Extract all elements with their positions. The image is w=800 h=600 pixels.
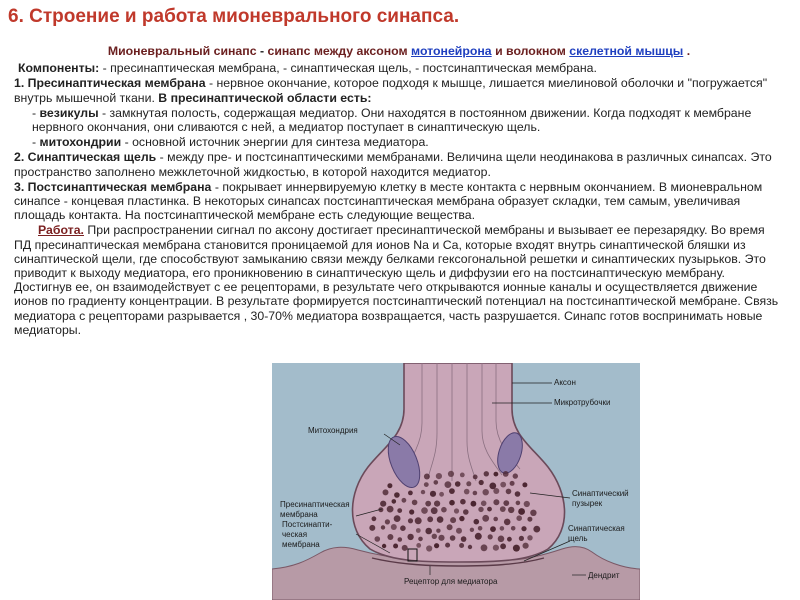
vesicle-dot (432, 534, 437, 539)
vesicle-dot (475, 533, 482, 540)
vesicle-dot (439, 492, 444, 497)
presynaptic-paragraph (14, 76, 784, 104)
vesicle-dot (493, 488, 499, 494)
vesicle-dot (500, 543, 506, 549)
presynaptic-text: - нервное окончание, которое подходя к мышце, лишается миелиновой оболочки и "погружается" внутрь мышечной ткани. (14, 76, 768, 105)
label-presynaptic-1: Пресинаптическая (280, 500, 350, 509)
vesicle-dot (408, 491, 413, 496)
vesicle-dot (513, 473, 518, 478)
vesicle-dot (425, 501, 431, 507)
vesicle-dot (436, 473, 442, 479)
cleft-paragraph (14, 150, 784, 178)
vesicle-dot (500, 482, 506, 488)
vesicle-dot (504, 519, 511, 526)
vesicle-dot (523, 543, 529, 549)
vesicle-dot (380, 501, 386, 507)
vesicles-paragraph: - везикулы - замкнутая полость, содержащая медиатор. Они находятся в постоянном движении. Когда подходят к мембране нервного окончания, они сливаются с ней, а медиатор поступает в синаптическую щель. (32, 105, 752, 135)
label-mitochondria: Митохондрия (308, 426, 358, 435)
vesicle-dot (421, 490, 425, 494)
vesicle-dot (400, 525, 406, 531)
vesicle-dot (431, 507, 438, 514)
vesicle-dot (524, 501, 530, 507)
vesicle-dot (438, 535, 444, 541)
vesicle-dot (518, 508, 525, 515)
vesicle-dot (450, 517, 456, 523)
vesicle-dot (415, 517, 422, 524)
vesicle-dot (385, 519, 390, 524)
intro-and: и волокном (495, 44, 566, 58)
label-postsynaptic-3: мембрана (282, 540, 320, 549)
vesicle-dot (508, 507, 514, 513)
vesicle-dot (437, 516, 444, 523)
vesicle-dot (430, 491, 436, 497)
intro-end: . (686, 44, 691, 58)
vesicle-dot (506, 489, 512, 495)
vesicle-dot (402, 545, 408, 551)
vesicle-dot (527, 517, 532, 522)
label-postsynaptic-1: Постсинапти- (282, 520, 333, 529)
intro-term: Мионевральный синапс (107, 44, 257, 58)
vesicle-dot (510, 481, 515, 486)
vesicle-dot (427, 516, 433, 522)
vesicle-dot (490, 526, 496, 532)
vesicle-dot (527, 535, 532, 540)
vesicles-text: - замкнутая полость, содержащая медиатор. Они находятся в постоянном движении. Когда подходят к мембране нервного окончания, они сливаются с ней, а медиатор поступает в синаптическую щель. (32, 105, 752, 135)
mitochondria-paragraph: - митохондрии - основной источник энергии для синтеза медиатора. (32, 135, 429, 150)
vesicle-dot (498, 536, 505, 543)
vesicle-dot (482, 515, 489, 522)
vesicle-dot (483, 489, 489, 495)
vesicle-dot (494, 472, 499, 477)
work-text: При распространении сигнал по аксону достигает пресинаптической мембраны и вызывает ее перезарядку. Во время ПД пресинаптическая мембрана становится проницаемой для ионов Na и Ca, которые входят внутрь синаптической бляшки из синаптической щели, где способствуют замыканию связи между белками гексогональной решетки и синаптических пузырьков. Это приводит к выходу медиатора, его проникновению в синаптическую щель и диффузии его на постсинаптическую мембрану. Достигнув ее, он взаимодействует с ее рецепторами, в результате чего открываются ионные каналы и осуществляется движение ионов по градиенту концентрации. В результате формируется постсинаптический потенциал на постсинаптической мембране. Связь медиатора с рецепторами разрывается , 30-70% медиатора возвращается, часть разрушается. Синапс готов воспринимать новые медиаторы. (14, 223, 779, 337)
label-vesicle-2: пузырек (572, 499, 603, 508)
vesicle-dot (426, 545, 432, 551)
vesicle-dot (407, 534, 413, 540)
vesicle-dot (412, 500, 418, 506)
vesicle-dot (394, 492, 400, 498)
vesicle-dot (511, 526, 516, 531)
vesicle-dot (421, 507, 428, 514)
vesicle-dot (522, 482, 527, 487)
vesicle-dot (493, 545, 499, 551)
mitochondria-text: - основной источник энергии для синтеза медиатора. (121, 135, 429, 150)
vesicle-dot (447, 524, 453, 530)
presynaptic-heading: 1. Пресинаптическая мембрана (14, 76, 206, 91)
label-cleft-2: щель (568, 534, 588, 543)
vesicle-dot (487, 507, 492, 512)
vesicle-dot (468, 545, 472, 549)
vesicle-dot (418, 537, 423, 542)
vesicle-dot (484, 471, 489, 476)
vesicle-dot (471, 501, 477, 507)
vesicle-dot (402, 498, 407, 503)
vesicle-dot (434, 543, 439, 548)
vesicle-dot (530, 510, 536, 516)
vesicle-dot (436, 529, 440, 533)
vesicle-dot (459, 543, 464, 548)
vesicle-dot (516, 501, 521, 506)
vesicle-dot (533, 526, 540, 533)
vesicle-dot (434, 480, 439, 485)
label-presynaptic-2: мембрана (280, 510, 318, 519)
vesicle-dot (391, 524, 397, 530)
vesicle-dot (382, 544, 386, 548)
vesicle-dot (392, 499, 397, 504)
vesicle-dot (416, 528, 421, 533)
label-vesicle-1: Синаптический (572, 489, 629, 498)
vesicle-dot (503, 471, 509, 477)
vesicle-dot (416, 543, 421, 548)
vesicle-dot (449, 500, 455, 506)
vesicle-dot (397, 508, 402, 513)
components-text: - пресинаптическая мембрана, - синаптическая щель, - постсинаптическая мембрана. (99, 61, 597, 76)
postsynaptic-paragraph (14, 180, 784, 223)
postsynaptic-heading: 3. Постсинаптическая мембрана (14, 179, 212, 194)
cleft-heading: 2. Синаптическая щель (14, 150, 157, 165)
vesicle-dot (372, 516, 377, 521)
vesicle-dot (441, 507, 447, 513)
vesicle-dot (387, 506, 394, 513)
vesicle-dot (516, 515, 522, 521)
vesicle-dot (455, 481, 461, 487)
vesicle-dot (478, 507, 483, 512)
components-line (14, 61, 784, 75)
label-receptor: Рецептор для медиатора (404, 577, 498, 586)
work-heading: Работа. (38, 223, 84, 238)
vesicle-dot (425, 528, 432, 535)
vesicle-dot (470, 528, 474, 532)
vesicle-dot (375, 536, 381, 542)
vesicle-dot (450, 535, 456, 541)
vesicle-dot (383, 489, 389, 495)
vesicle-dot (456, 528, 462, 534)
cleft-text: - между пре- и постсинаптическими мембранами. Величина щели неодинакова в различных синапсах. Это пространство заполнено межклеточной жидкостью, в которой находится медиатор. (14, 150, 772, 179)
vesicle-dot (449, 488, 455, 494)
vesicle-dot (493, 517, 498, 522)
intro-mid: синапс между аксоном (267, 44, 408, 58)
label-axon: Аксон (554, 378, 576, 387)
presynaptic-tail: В пресинаптической области есть: (158, 90, 372, 105)
vesicle-dot (481, 501, 487, 507)
synapse-diagram (272, 363, 640, 600)
vesicle-dot (463, 509, 469, 515)
vesicle-dot (460, 473, 465, 478)
vesicle-dot (408, 518, 413, 523)
vesicle-dot (409, 509, 414, 514)
postsynaptic-text: - покрывает иннервируемую клетку в месте контакта с нервным окончанием. В мионевральном синапсе - концевая пластинка. В некоторых синапсах постсинаптическая мембрана образует складки, тем самым, увеличивая площадь контакта. На постсинаптической мембране есть следующие вещества. (14, 179, 763, 223)
link-skeletal-muscle[interactable]: скелетной мышцы (569, 44, 684, 58)
vesicle-dot (478, 526, 483, 531)
link-motoneuron[interactable]: мотонейрона (411, 44, 492, 58)
vesicle-dot (519, 536, 524, 541)
vesicle-dot (464, 489, 470, 495)
vesicle-dot (461, 536, 467, 542)
vesicle-dot (387, 483, 392, 488)
vesicle-dot (387, 534, 393, 540)
vesicle-dot (393, 544, 398, 549)
vesicles-heading: везикулы (39, 105, 99, 120)
vesicle-dot (500, 506, 506, 512)
vesicle-dot (507, 537, 512, 542)
vesicle-dot (481, 544, 488, 551)
label-cleft-1: Синаптическая (568, 524, 625, 533)
vesicle-dot (474, 519, 480, 525)
mitochondria-heading: митохондрии (39, 135, 122, 150)
vesicle-dot (521, 526, 526, 531)
work-paragraph (14, 223, 784, 337)
vesicle-dot (500, 526, 505, 531)
vesicle-dot (460, 499, 466, 505)
vesicle-dot (503, 500, 509, 506)
vesicle-dot (445, 543, 450, 548)
vesicle-dot (488, 534, 493, 539)
components-label: Компоненты: (18, 61, 100, 76)
vesicle-dot (448, 471, 454, 477)
vesicle-dot (479, 480, 484, 485)
vesicle-dot (473, 491, 478, 496)
vesicle-dot (424, 482, 429, 487)
body-text (14, 44, 784, 338)
vesicle-dot (424, 474, 430, 480)
vesicle-dot (473, 475, 478, 480)
page-title: 6. Строение и работа мионеврального синапса. (8, 6, 460, 27)
label-microtubules: Микротрубочки (554, 398, 611, 407)
vesicle-dot (434, 501, 440, 507)
vesicle-dot (394, 515, 401, 522)
vesicle-dot (493, 499, 499, 505)
vesicle-dot (369, 525, 375, 531)
label-postsynaptic-2: ческая (282, 530, 308, 539)
vesicle-dot (381, 525, 385, 529)
vesicle-dot (513, 545, 520, 552)
vesicle-dot (445, 481, 452, 488)
vesicle-dot (515, 491, 521, 497)
label-dendrite: Дендрит (588, 571, 620, 580)
vesicle-dot (459, 516, 464, 521)
vesicle-dot (398, 537, 403, 542)
intro-dash: - (256, 44, 268, 58)
vesicle-dot (466, 481, 471, 486)
vesicle-dot (454, 508, 459, 513)
intro-line (14, 44, 784, 58)
